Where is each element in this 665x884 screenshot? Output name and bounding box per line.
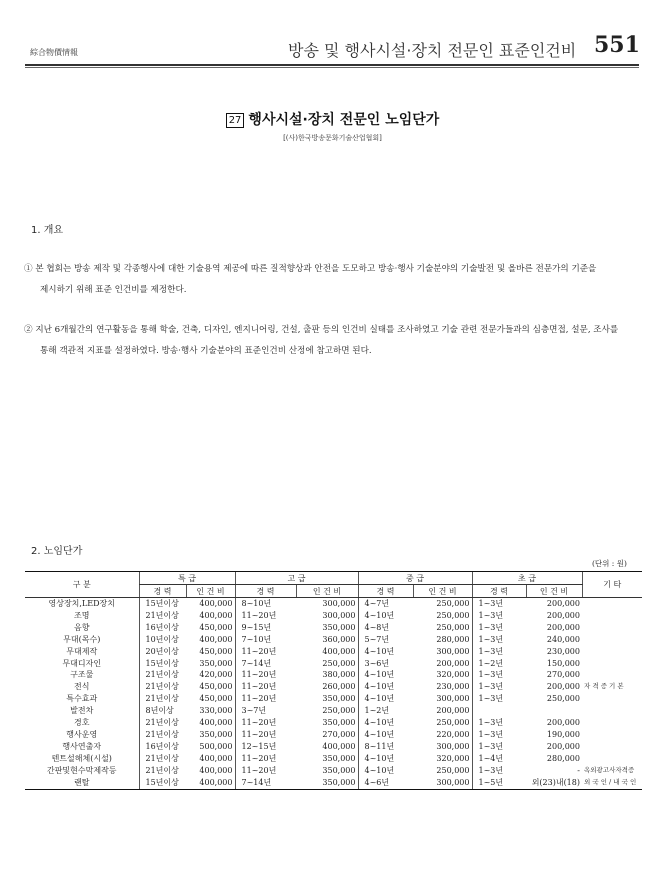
special-career-cell: 21년이상 — [139, 681, 186, 693]
beginner-cost-cell: 200,000 — [546, 599, 580, 608]
special-career-cell: 20년이상 — [139, 646, 186, 658]
beginner-cost-cell: 270,000 — [546, 670, 580, 680]
middle-cost-cell: 250,000 — [436, 622, 470, 632]
etc-cell: 자 격 증 기 본 — [584, 682, 624, 691]
job-name-cell: 랜탈 — [25, 777, 139, 789]
page-number: 551 — [594, 32, 640, 58]
beginner-career-cell: 1~3년 — [472, 681, 526, 693]
beginner-cost-cell — [526, 705, 582, 717]
middle-cost-cell: 320,000 — [436, 670, 470, 680]
job-name-cell: 음향 — [74, 622, 90, 632]
beginner-career-cell: 1~3년 — [472, 669, 526, 681]
header-gubun: 구 분 — [25, 572, 139, 598]
beginner-cost-cell: - — [577, 765, 580, 775]
job-name-cell: 간판및현수막제작등 — [46, 765, 117, 775]
middle-cost-cell: 250,000 — [436, 765, 470, 775]
high-career-cell: 9~15년 — [235, 622, 296, 634]
middle-career-cell: 4~10년 — [358, 693, 413, 705]
paragraph-1-line-1: ① 본 협회는 방송 제작 및 각종행사에 대한 기술용역 제공에 따른 질적향상과 안전을 도모하고 방송·행사 기술분야의 기술발전 및 올바른 전문가의 기준을 — [24, 264, 597, 274]
table-row — [25, 741, 642, 753]
unit-label: (단위 : 원) — [592, 559, 627, 568]
header-rule — [25, 64, 639, 66]
special-cost-cell: 450,000 — [199, 682, 233, 692]
wage-table — [25, 571, 642, 790]
beginner-cost-cell: 200,000 — [546, 622, 580, 632]
special-career-cell: 16년이상 — [139, 622, 186, 634]
beginner-career-cell: 1~3년 — [472, 765, 526, 777]
special-cost-cell: 400,000 — [199, 634, 233, 644]
job-name-cell: 구조물 — [70, 670, 94, 680]
high-cost-cell: 350,000 — [322, 753, 356, 763]
special-cost-cell: 400,000 — [199, 610, 233, 620]
table-row — [25, 669, 642, 681]
high-cost-cell: 350,000 — [322, 694, 356, 704]
beginner-cost-cell: 200,000 — [546, 718, 580, 728]
high-career-cell: 8~10년 — [235, 598, 296, 610]
subheader-career: 경 력 — [139, 585, 186, 598]
special-career-cell: 21년이상 — [139, 610, 186, 622]
high-cost-cell: 270,000 — [322, 729, 356, 739]
etc-cell — [582, 753, 642, 765]
etc-cell — [582, 622, 642, 634]
high-career-cell: 11~20년 — [235, 681, 296, 693]
subheader-career: 경 력 — [358, 585, 413, 598]
beginner-cost-cell: 240,000 — [546, 634, 580, 644]
beginner-career-cell: 1~2년 — [472, 658, 526, 670]
special-career-cell: 15년이상 — [139, 658, 186, 670]
beginner-cost-cell: 230,000 — [546, 646, 580, 656]
high-career-cell: 7~14년 — [235, 658, 296, 670]
beginner-career-cell: 1~3년 — [472, 634, 526, 646]
beginner-cost-cell: 150,000 — [546, 658, 580, 668]
special-cost-cell: 350,000 — [199, 729, 233, 739]
table-row — [25, 705, 642, 717]
job-name-cell: 무대(목수) — [63, 634, 101, 644]
special-cost-cell: 400,000 — [186, 777, 235, 789]
middle-career-cell: 4~10년 — [358, 681, 413, 693]
etc-cell: 옥외광고사자격증 — [584, 765, 635, 774]
subheader-cost: 인 건 비 — [186, 585, 235, 598]
middle-cost-cell: 200,000 — [436, 706, 470, 716]
table-row — [25, 765, 642, 777]
special-cost-cell: 450,000 — [199, 694, 233, 704]
paragraph-2-line-2: 통해 객관적 지표를 설정하였다. 방송·행사 기술분야의 표준인건비 산정에 참고하면 된다. — [40, 346, 372, 356]
beginner-career-cell: 1~5년 — [472, 777, 526, 789]
header-grade-high: 고 급 — [235, 572, 358, 585]
special-cost-cell: 400,000 — [199, 599, 233, 608]
high-career-cell: 11~20년 — [235, 610, 296, 622]
document-number-box: 27 — [226, 113, 245, 128]
middle-cost-cell: 250,000 — [436, 610, 470, 620]
paragraph-1 — [24, 259, 644, 301]
middle-cost-cell: 300,000 — [436, 646, 470, 656]
subheader-cost: 인 건 비 — [526, 585, 582, 598]
high-career-cell: 11~20년 — [235, 646, 296, 658]
middle-cost-cell: 220,000 — [436, 729, 470, 739]
high-career-cell: 11~20년 — [235, 693, 296, 705]
paragraph-2-line-1: ② 지난 6개월간의 연구활동을 통해 학술, 건축, 디자인, 엔지니어링, 건설, 출판 등의 인건비 실태를 조사하였고 기술 관련 전문가들과의 심층면접, 설문, 조사를 — [24, 325, 619, 335]
high-career-cell: 12~15년 — [235, 741, 296, 753]
middle-career-cell: 4~7년 — [358, 598, 413, 610]
job-name-cell: 텐트설해체(시설) — [51, 753, 112, 763]
middle-career-cell: 8~11년 — [358, 741, 413, 753]
etc-cell — [582, 669, 642, 681]
high-career-cell: 11~20년 — [235, 669, 296, 681]
beginner-cost-cell: 200,000 — [546, 741, 580, 751]
high-cost-cell: 300,000 — [322, 610, 356, 620]
wage-table-body — [25, 598, 642, 790]
beginner-cost-cell: 외(23)내(18) — [526, 777, 582, 789]
table-row — [25, 622, 642, 634]
header-grade-middle: 중 급 — [358, 572, 472, 585]
section-heading-wage: 2. 노임단가 — [31, 546, 83, 557]
header-rule-thin — [25, 67, 639, 68]
special-career-cell: 10년이상 — [139, 634, 186, 646]
special-cost-cell: 500,000 — [199, 741, 233, 751]
special-cost-cell: 450,000 — [199, 646, 233, 656]
paragraph-2 — [24, 320, 644, 362]
high-career-cell: 11~20년 — [235, 753, 296, 765]
beginner-career-cell: 1~3년 — [472, 693, 526, 705]
special-career-cell: 21년이상 — [139, 729, 186, 741]
subheader-cost: 인 건 비 — [296, 585, 358, 598]
etc-cell — [582, 717, 642, 729]
beginner-career-cell: 1~3년 — [472, 729, 526, 741]
paragraph-1-line-2: 제시하기 위해 표준 인건비를 제정한다. — [40, 285, 187, 295]
etc-cell — [582, 741, 642, 753]
document-title-block — [0, 109, 665, 129]
job-name-cell: 행사연출자 — [62, 741, 102, 751]
special-cost-cell: 450,000 — [199, 622, 233, 632]
etc-cell — [582, 729, 642, 741]
beginner-career-cell: 1~3년 — [472, 622, 526, 634]
middle-cost-cell: 230,000 — [436, 682, 470, 692]
high-cost-cell: 400,000 — [322, 646, 356, 656]
section-heading-overview: 1. 개요 — [31, 225, 64, 236]
middle-career-cell: 4~10년 — [358, 717, 413, 729]
middle-career-cell: 1~2년 — [358, 705, 413, 717]
header-etc: 기 타 — [582, 572, 642, 598]
beginner-career-cell: 1~3년 — [472, 646, 526, 658]
etc-cell — [582, 658, 642, 670]
header-title: 방송 및 행사시설·장치 전문인 표준인건비 — [288, 41, 577, 60]
job-name-cell: 무대디자인 — [62, 658, 102, 668]
high-career-cell: 11~20년 — [235, 765, 296, 777]
middle-career-cell: 4~10년 — [358, 765, 413, 777]
special-cost-cell: 400,000 — [199, 765, 233, 775]
special-career-cell: 15년이상 — [139, 777, 186, 789]
table-row — [25, 646, 642, 658]
job-name-cell: 발전차 — [70, 706, 94, 716]
middle-cost-cell: 300,000 — [413, 777, 472, 789]
high-career-cell: 7~10년 — [235, 634, 296, 646]
middle-career-cell: 4~10년 — [358, 646, 413, 658]
document-source: [(사)한국방송문화기술산업협회] — [283, 134, 382, 142]
special-cost-cell: 350,000 — [199, 658, 233, 668]
table-row — [25, 717, 642, 729]
beginner-career-cell: 1~4년 — [472, 753, 526, 765]
etc-cell — [582, 693, 642, 705]
beginner-cost-cell: 190,000 — [546, 729, 580, 739]
beginner-cost-cell: 250,000 — [546, 694, 580, 704]
special-career-cell: 21년이상 — [139, 693, 186, 705]
special-career-cell: 21년이상 — [139, 669, 186, 681]
job-name-cell: 영상장치,LED장치 — [48, 599, 115, 608]
table-row — [25, 634, 642, 646]
beginner-cost-cell: 200,000 — [546, 610, 580, 620]
middle-cost-cell: 320,000 — [436, 753, 470, 763]
etc-cell — [582, 634, 642, 646]
high-cost-cell: 350,000 — [322, 718, 356, 728]
subheader-career: 경 력 — [472, 585, 526, 598]
middle-cost-cell: 280,000 — [436, 634, 470, 644]
table-row — [25, 610, 642, 622]
high-cost-cell: 250,000 — [322, 658, 356, 668]
middle-cost-cell: 200,000 — [436, 658, 470, 668]
middle-career-cell: 4~10년 — [358, 610, 413, 622]
middle-career-cell: 4~8년 — [358, 622, 413, 634]
special-cost-cell: 400,000 — [199, 718, 233, 728]
middle-career-cell: 4~10년 — [358, 669, 413, 681]
beginner-career-cell: 1~3년 — [472, 598, 526, 610]
header-category: 綜合物價情報 — [30, 48, 78, 57]
middle-cost-cell: 300,000 — [436, 694, 470, 704]
job-name-cell: 경호 — [74, 718, 90, 728]
middle-career-cell: 3~6년 — [358, 658, 413, 670]
high-cost-cell: 350,000 — [322, 765, 356, 775]
etc-cell — [582, 646, 642, 658]
middle-career-cell: 4~10년 — [358, 729, 413, 741]
high-cost-cell: 350,000 — [296, 777, 358, 789]
table-row — [25, 729, 642, 741]
table-row — [25, 777, 642, 789]
special-cost-cell: 400,000 — [199, 753, 233, 763]
etc-cell — [582, 610, 642, 622]
special-career-cell: 15년이상 — [139, 598, 186, 610]
special-career-cell: 21년이상 — [139, 765, 186, 777]
table-row — [25, 753, 642, 765]
high-career-cell: 11~20년 — [235, 717, 296, 729]
high-cost-cell: 380,000 — [322, 670, 356, 680]
special-career-cell: 21년이상 — [139, 753, 186, 765]
table-row — [25, 598, 642, 610]
high-career-cell: 7~14년 — [235, 777, 296, 789]
high-cost-cell: 360,000 — [322, 634, 356, 644]
special-career-cell: 21년이상 — [139, 717, 186, 729]
table-row — [25, 658, 642, 670]
job-name-cell: 행사운영 — [66, 729, 98, 739]
subheader-career: 경 력 — [235, 585, 296, 598]
high-cost-cell: 250,000 — [322, 706, 356, 716]
etc-cell — [582, 705, 642, 717]
beginner-career-cell — [472, 705, 526, 717]
job-name-cell: 전식 — [74, 682, 90, 692]
beginner-cost-cell: 200,000 — [546, 682, 580, 692]
middle-cost-cell: 250,000 — [436, 718, 470, 728]
high-cost-cell: 350,000 — [322, 622, 356, 632]
header-grade-beginner: 초 급 — [472, 572, 582, 585]
high-cost-cell: 400,000 — [322, 741, 356, 751]
high-cost-cell: 300,000 — [322, 599, 356, 608]
document-title: 행사시설·장치 전문인 노임단가 — [248, 112, 440, 128]
beginner-career-cell: 1~3년 — [472, 741, 526, 753]
special-career-cell: 8년이상 — [139, 705, 186, 717]
beginner-career-cell: 1~3년 — [472, 717, 526, 729]
middle-cost-cell: 300,000 — [436, 741, 470, 751]
job-name-cell: 특수효과 — [66, 694, 98, 704]
subheader-cost: 인 건 비 — [413, 585, 472, 598]
etc-cell — [582, 598, 642, 610]
job-name-cell: 조명 — [74, 610, 90, 620]
beginner-career-cell: 1~3년 — [472, 610, 526, 622]
beginner-cost-cell: 280,000 — [546, 753, 580, 763]
special-cost-cell: 420,000 — [199, 670, 233, 680]
middle-cost-cell: 250,000 — [436, 599, 470, 608]
high-career-cell: 3~7년 — [235, 705, 296, 717]
middle-career-cell: 4~6년 — [358, 777, 413, 789]
special-cost-cell: 330,000 — [199, 706, 233, 716]
middle-career-cell: 5~7년 — [358, 634, 413, 646]
high-career-cell: 11~20년 — [235, 729, 296, 741]
header-grade-special: 특 급 — [139, 572, 235, 585]
table-row — [25, 693, 642, 705]
special-career-cell: 16년이상 — [139, 741, 186, 753]
table-row — [25, 681, 642, 693]
job-name-cell: 무대제작 — [66, 646, 98, 656]
high-cost-cell: 260,000 — [322, 682, 356, 692]
middle-career-cell: 4~10년 — [358, 753, 413, 765]
etc-cell: 외 국 인 / 내 국 인 — [582, 777, 642, 789]
